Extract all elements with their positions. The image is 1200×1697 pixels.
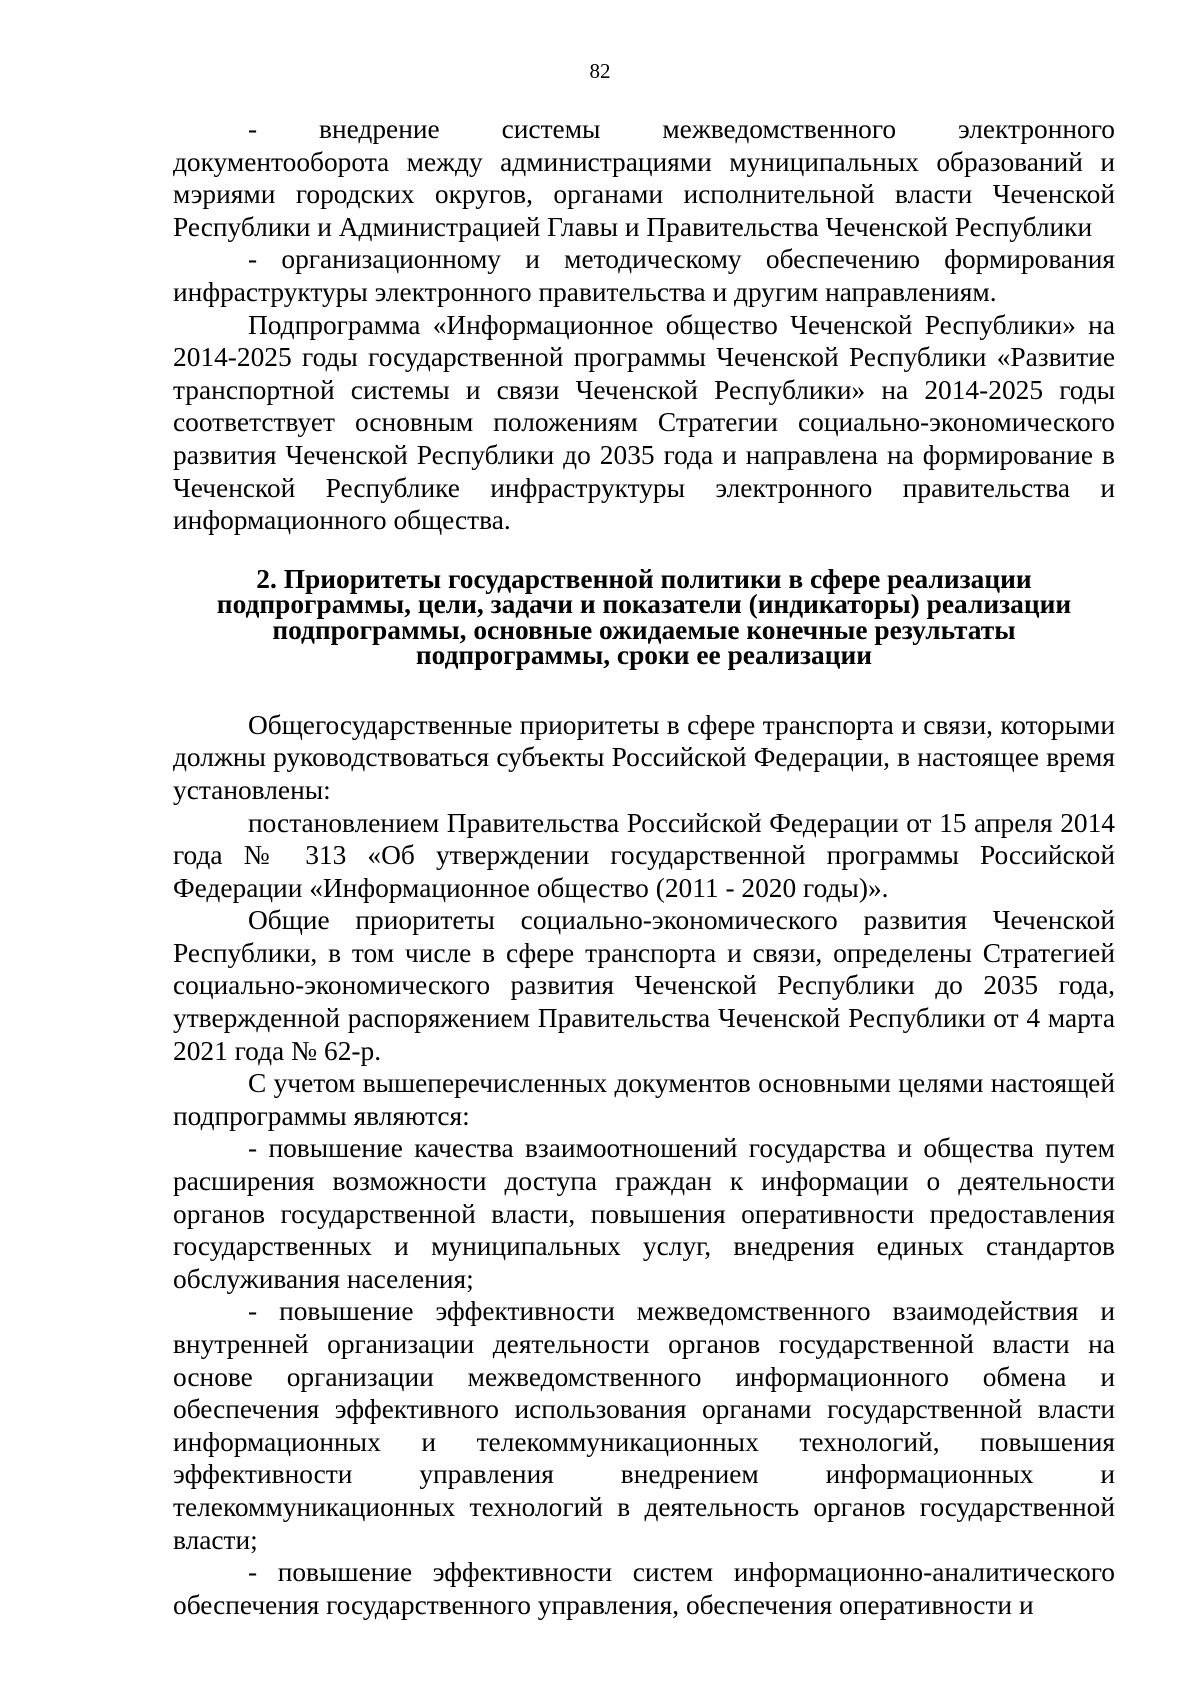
intro-paragraph: Подпрограмма «Информационное общество Чеченской Республики» на 2014-2025 годы государственной программы Чеченской Республики «Развитие транспортной системы и связи Чеченской Республики» на 2014-2025 годы соответствует основным положениям Стратегии социально-экономического развития Чеченской Республики до 2035 года и направлена на формирование в Чеченской Республике инфраструктуры электронного правительства и информационного общества. bbox=[173, 309, 1115, 536]
goal-item-interagency: - повышение эффективности межведомственного взаимодействия и внутренней организации деятельности органов государственной власти на основе организации межведомственного информационного обмена и обеспечения эффективного использования органами государственной власти информационных и телекоммуникационных технологий, повышения эффективности управления внедрением информационных и телекоммуникационных технологий в деятельность органов государственной власти; bbox=[173, 1296, 1115, 1555]
section-title bbox=[173, 563, 1115, 671]
section-title-line: подпрограммы, основные ожидаемые конечные результаты bbox=[272, 614, 1016, 645]
paragraph-regional-priorities: Общие приоритеты социально-экономического развития Чеченской Республики, в том числе в сфере транспорта и связи, определены Стратегией социально-экономического развития Чеченской Республики до 2035 года, утвержденной распоряжением Правительства Чеченской Республики от 4 марта 2021 года № 62-р. bbox=[173, 905, 1115, 1066]
goal-item-state-society: - повышение качества взаимоотношений государства и общества путем расширения возможности доступа граждан к информации о деятельности органов государственной власти, повышения оперативности предоставления государственных и муниципальных услуг, внедрения единых стандартов обслуживания населения; bbox=[173, 1133, 1115, 1294]
goal-item-analytics: - повышение эффективности систем информационно-аналитического обеспечения государственного управления, обеспечения оперативности и bbox=[173, 1557, 1115, 1620]
page-body bbox=[173, 113, 1115, 1621]
page-number: 82 bbox=[589, 59, 611, 83]
intro-item-edoc: - внедрение системы межведомственного электронного документооборота между администрациями муниципальных образований и мэриями городских округов, органами исполнительной власти Чеченской Республики и Администрацией Главы и Правительства Чеченской Республики bbox=[173, 114, 1115, 242]
section-title-line: подпрограммы, сроки ее реализации bbox=[415, 640, 873, 671]
section-title-line: подпрограммы, цели, задачи и показатели (индикаторы) реализации bbox=[216, 589, 1072, 620]
section-title-line: 2. Приоритеты государственной политики в сфере реализации bbox=[256, 563, 1032, 594]
paragraph-government-resolution: постановлением Правительства Российской Федерации от 15 апреля 2014 года № 313 «Об утверждении государственной программы Российской Федерации «Информационное общество (2011 - 2020 годы)». bbox=[173, 807, 1115, 903]
intro-item-infrastructure: - организационному и методическому обеспечению формирования инфраструктуры электронного правительства и другим направлениям. bbox=[173, 244, 1115, 307]
paragraph-goals-intro: С учетом вышеперечисленных документов основными целями настоящей подпрограммы являются: bbox=[173, 1068, 1115, 1131]
paragraph-federal-priorities: Общегосударственные приоритеты в сфере транспорта и связи, которыми должны руководствоваться субъекты Российской Федерации, в настоящее время установлены: bbox=[173, 709, 1115, 805]
